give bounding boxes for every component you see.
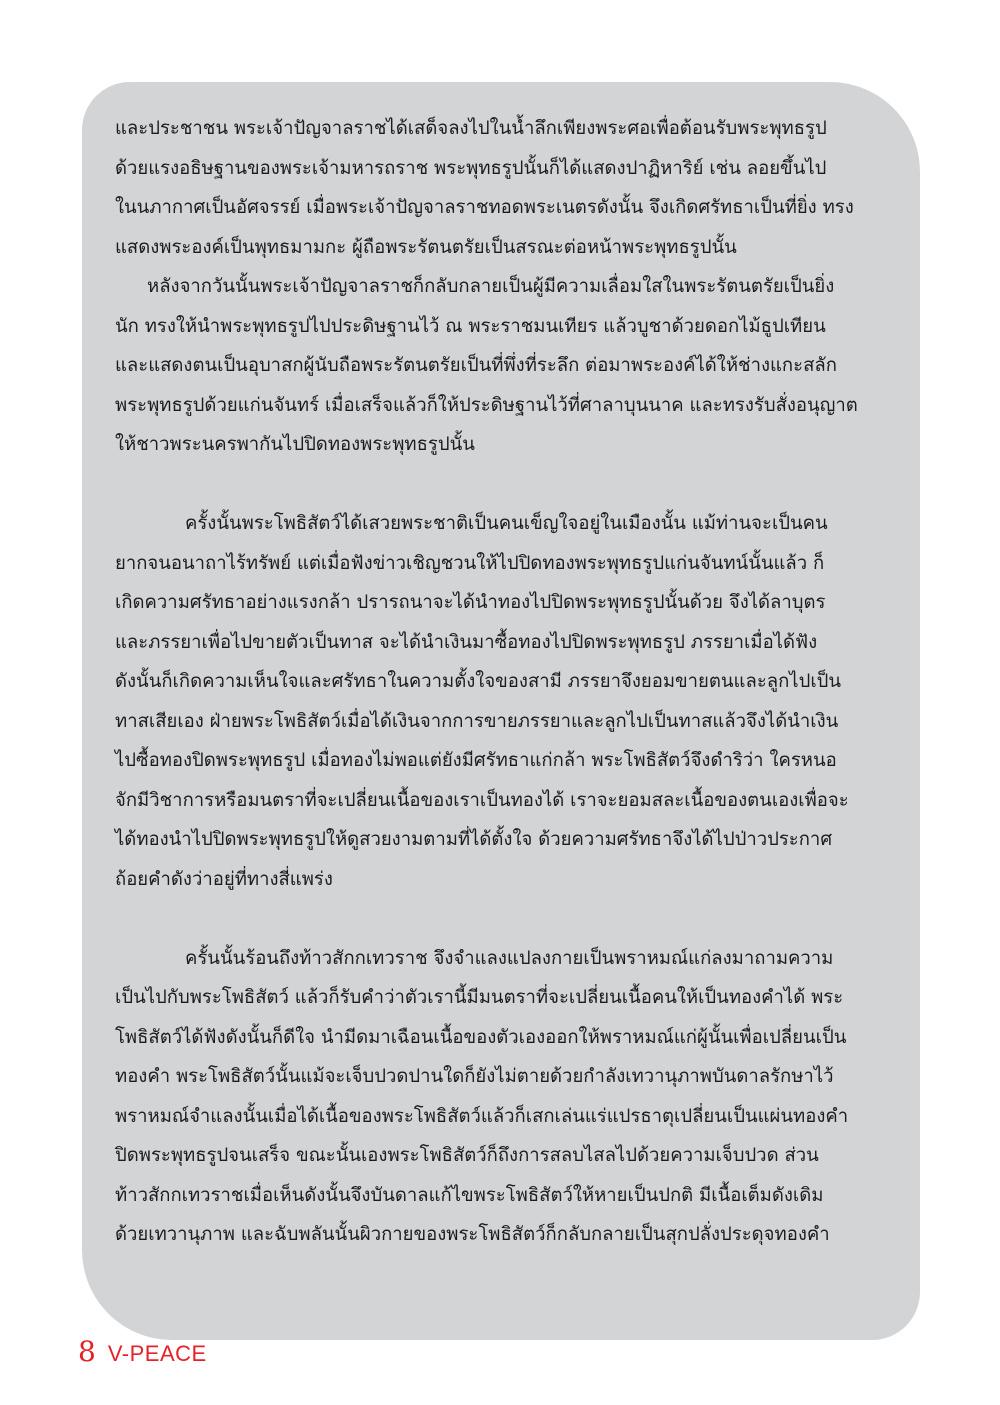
text-line: และประชาชน พระเจ้าปัญจาลราชได้เสด็จลงไปในน้ำลึกเพียงพระศอเพื่อต้อนรับพระพุทธรูป <box>115 118 827 139</box>
text-line: ในนภากาศเป็นอัศจรรย์ เมื่อพระเจ้าปัญจาลราชทอดพระเนตรดังนั้น จึงเกิดศรัทธาเป็นที่ยิ่ง ทรง <box>115 197 854 218</box>
text-line: ยากจนอนาถาไร้ทรัพย์ แต่เมื่อฟังข่าวเชิญชวนให้ไปปิดทองพระพุทธรูปแก่นจันทน์นั้นแล้ว ก็ <box>115 552 825 574</box>
text-line: ถ้อยคำดังว่าอยู่ที่ทางสี่แพร่ง <box>115 868 333 890</box>
text-line: นัก ทรงให้นำพระพุทธรูปไปประดิษฐานไว้ ณ พระราชมนเทียร แล้วบูชาด้วยดอกไม้ธูปเทียน <box>115 315 826 337</box>
paragraph-1 <box>115 109 897 267</box>
text-line: พราหมณ์จำแลงนั้นเมื่อได้เนื้อของพระโพธิสัตว์แล้วก็เสกเล่นแร่แปรธาตุเปลี่ยนเป็นแผ่นทองคำ <box>115 1105 849 1127</box>
text-line: ปิดพระพุทธรูปจนเสร็จ ขณะนั้นเองพระโพธิสัตว์ก็ถึงการสลบไสลไปด้วยความเจ็บปวด ส่วน <box>115 1145 819 1166</box>
paragraph-3 <box>115 504 897 899</box>
text-line: และภรรยาเพื่อไปขายตัวเป็นทาส จะได้นำเงินมาซื้อทองไปปิดพระพุทธรูป ภรรยาเมื่อได้ฟัง <box>115 631 818 653</box>
text-line: ครั้นนั้นร้อนถึงท้าวสักกเทวราช จึงจำแลงแปลงกายเป็นพราหมณ์แก่ลงมาถามความ <box>185 947 834 969</box>
text-line: แสดงพระองค์เป็นพุทธมามกะ ผู้ถือพระรัตนตรัยเป็นสรณะต่อหน้าพระพุทธรูปนั้น <box>115 236 737 258</box>
text-line: จักมีวิชาการหรือมนตราที่จะเปลี่ยนเนื้อของเราเป็นทองได้ เราจะยอมสละเนื้อของตนเองเพื่อจะ <box>115 789 849 811</box>
article-body <box>115 109 897 1255</box>
text-line: ท้าวสักกเทวราชเมื่อเห็นดังนั้นจึงบันดาลแก้ไขพระโพธิสัตว์ให้หายเป็นปกติ มีเนื้อเต็มดังเดิม <box>115 1184 824 1206</box>
page-footer <box>78 1335 207 1375</box>
text-line: ให้ชาวพระนครพากันไปปิดทองพระพุทธรูปนั้น <box>115 434 475 455</box>
text-line: ด้วยเทวานุภาพ และฉับพลันนั้นผิวกายของพระโพธิสัตว์ก็กลับกลายเป็นสุกปลั่งประดุจทองคำ <box>115 1224 830 1245</box>
text-line: หลังจากวันนั้นพระเจ้าปัญจาลราชก็กลับกลายเป็นผู้มีความเลื่อมใสในพระรัตนตรัยเป็นยิ่ง <box>147 276 835 297</box>
text-line: เป็นไปกับพระโพธิสัตว์ แล้วก็รับคำว่าตัวเรานี้มีมนตราที่จะเปลี่ยนเนื้อคนให้เป็นทองคำได้ พระ <box>115 987 844 1008</box>
text-line: ทาสเสียเอง ฝ่ายพระโพธิสัตว์เมื่อได้เงินจากการขายภรรยาและลูกไปเป็นทาสแล้วจึงได้นำเงิน <box>115 710 839 732</box>
page-number: 8 <box>78 1335 96 1368</box>
paragraph-spacer <box>115 899 897 939</box>
text-line: พระพุทธรูปด้วยแก่นจันทร์ เมื่อเสร็จแล้วก็ให้ประดิษฐานไว้ที่ศาลาบุนนาค และทรงรับสั่งอนุญาต <box>115 394 858 416</box>
text-line: โพธิสัตว์ได้ฟังดังนั้นก็ดีใจ นำมีดมาเฉือนเนื้อของตัวเองออกให้พราหมณ์แก่ผู้นั้นเพื่อเปลี่ยนเป็น <box>115 1026 847 1048</box>
text-line: ได้ทองนำไปปิดพระพุทธรูปให้ดูสวยงามตามที่ได้ตั้งใจ ด้วยความศรัทธาจึงได้ไปป่าวประกาศ <box>115 829 833 850</box>
paragraph-spacer <box>115 465 897 505</box>
text-line: ดังนั้นก็เกิดความเห็นใจและศรัทธาในความตั้งใจของสามี ภรรยาจึงยอมขายตนและลูกไปเป็น <box>115 671 842 692</box>
text-line: ครั้งนั้นพระโพธิสัตว์ได้เสวยพระชาติเป็นคนเข็ญใจอยู่ในเมืองนั้น แม้ท่านจะเป็นคน <box>185 513 828 534</box>
paragraph-2 <box>115 267 897 465</box>
text-line: ไปซื้อทองปิดพระพุทธรูป เมื่อทองไม่พอแต่ยังมีศรัทธาแก่กล้า พระโพธิสัตว์จึงดำริว่า ใครหนอ <box>115 750 837 771</box>
text-line: ทองคำ พระโพธิสัตว์นั้นแม้จะเจ็บปวดปานใดก็ยังไม่ตายด้วยกำลังเทวานุภาพบันดาลรักษาไว้ <box>115 1066 834 1087</box>
magazine-name: V-PEACE <box>107 1341 207 1366</box>
paragraph-4 <box>115 939 897 1255</box>
text-line: และแสดงตนเป็นอุบาสกผู้นับถือพระรัตนตรัยเป็นที่พึ่งที่ระลึก ต่อมาพระองค์ได้ให้ช่างแกะสลัก <box>115 355 837 376</box>
text-line: เกิดความศรัทธาอย่างแรงกล้า ปรารถนาจะได้นำทองไปปิดพระพุทธรูปนั้นด้วย จึงได้ลาบุตร <box>115 592 826 613</box>
text-line: ด้วยแรงอธิษฐานของพระเจ้ามหารถราช พระพุทธรูปนั้นก็ได้แสดงปาฏิหาริย์ เช่น ลอยขึ้นไป <box>115 157 827 179</box>
